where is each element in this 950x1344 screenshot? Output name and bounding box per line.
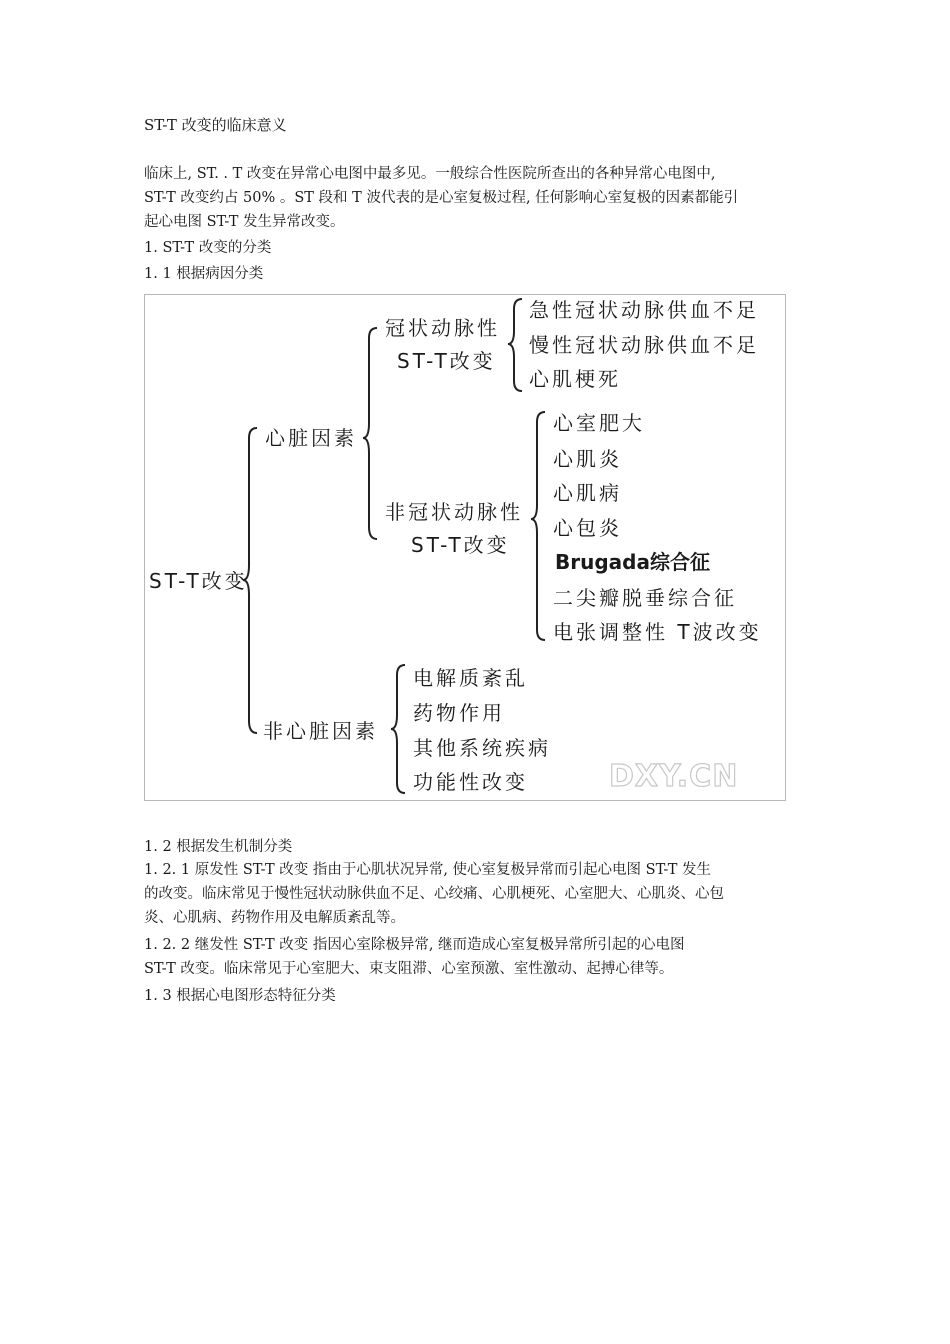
classification-tree [145,295,787,802]
page-title: ST-T 改变的临床意义 [144,116,287,134]
paragraph-line: 1. 2. 1 原发性 ST-T 改变 指由于心肌状况异常, 使心室复极异常而引起心电图 ST-T 发生 [144,862,712,878]
non-coronary-item: 电张调整性 T波改变 [553,620,762,644]
non-cardiac-item: 其他系统疾病 [413,736,551,760]
coronary-item: 慢性冠状动脉供血不足 [529,333,759,357]
paragraph-1-2-1 [144,858,724,930]
paragraph-line: 1. 2. 2 继发性 ST-T 改变 指因心室除极异常, 继而造成心室复极异常所引起的心电图 [144,937,685,953]
watermark: DXY.CN [609,759,739,794]
non-cardiac-item: 功能性改变 [413,770,528,794]
non-coronary-label-line1: 非冠状动脉性 [385,500,523,524]
section-heading-1: 1. ST-T 改变的分类 [144,240,272,256]
intro-line: ST-T 改变约占 50% 。ST 段和 T 波代表的是心室复极过程, 任何影响心室复极的因素都能引 [144,190,739,206]
paragraph-1-2-2 [144,933,685,981]
non-coronary-item: 心肌病 [553,481,622,505]
coronary-item: 心肌梗死 [529,367,621,391]
paragraph-line: ST-T 改变。临床常见于心室肥大、束支阻滞、心室预激、室性激动、起搏心律等。 [144,961,674,977]
non-coronary-item: 心室肥大 [553,411,645,435]
paragraph-line: 的改变。临床常见于慢性冠状动脉供血不足、心绞痛、心肌梗死、心室肥大、心肌炎、心包 [144,886,724,902]
non-cardiac-brace [391,665,405,793]
intro-paragraph [144,162,738,234]
non-coronary-label-line2: ST-T改变 [411,533,510,557]
paragraph-line: 炎、心肌病、药物作用及电解质紊乱等。 [144,910,405,926]
coronary-label-line1: 冠状动脉性 [385,316,500,340]
non-cardiac-label: 非心脏因素 [263,719,378,743]
non-cardiac-item: 电解质紊乱 [413,666,528,690]
section-heading-1-1: 1. 1 根据病因分类 [144,266,264,282]
coronary-label-line2: ST-T改变 [397,349,496,373]
non-cardiac-item: 药物作用 [413,701,505,725]
coronary-brace [508,299,522,391]
non-coronary-item: 心肌炎 [553,447,622,471]
section-heading-1-3: 1. 3 根据心电图形态特征分类 [144,988,336,1004]
cardiac-label: 心脏因素 [265,426,357,450]
coronary-item: 急性冠状动脉供血不足 [529,298,759,322]
non-coronary-item: Brugada综合征 [555,550,710,574]
section-heading-1-2: 1. 2 根据发生机制分类 [144,839,293,855]
intro-line: 临床上, ST. . T 改变在异常心电图中最多见。一般综合性医院所查出的各种异常心电图中, [144,166,716,182]
cardiac-brace [363,328,377,539]
non-coronary-brace [531,412,545,640]
root-label: ST-T改变 [149,569,248,593]
non-coronary-item: 二尖瓣脱垂综合征 [553,586,737,610]
classification-diagram [144,294,786,801]
intro-line: 起心电图 ST-T 发生异常改变。 [144,214,345,230]
non-coronary-item: 心包炎 [553,516,622,540]
